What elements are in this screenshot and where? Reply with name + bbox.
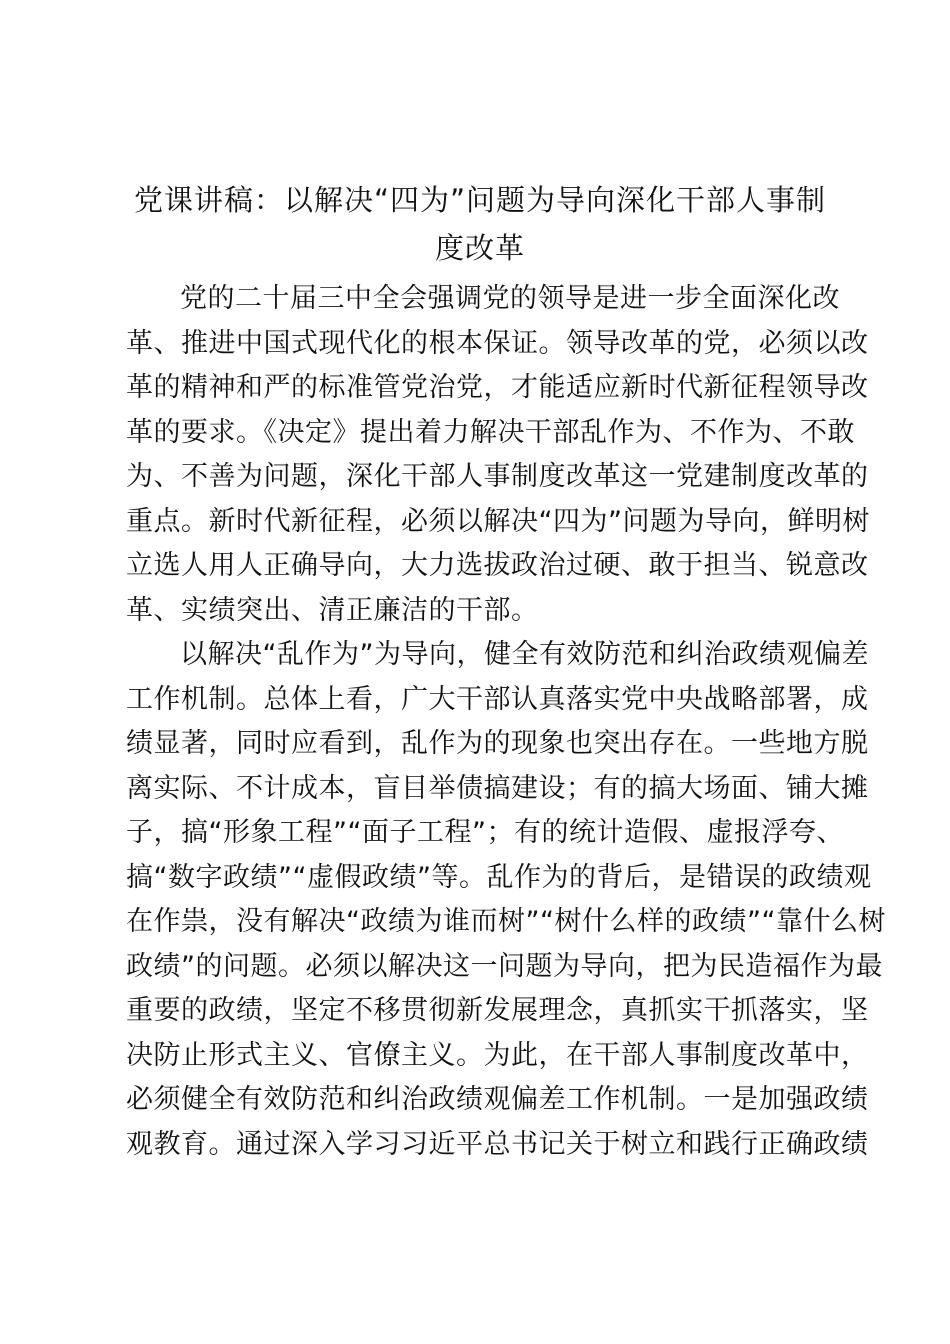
text-line: 革、推进中国式现代化的根本保证。领导改革的党，必须以改 xyxy=(126,327,869,359)
text-line: 革的要求。《决定》提出着力解决干部乱作为、不作为、不敢 xyxy=(126,416,855,448)
text-line: 重点。新时代新征程，必须以解决“四为”问题为导向，鲜明树 xyxy=(126,505,870,537)
paragraph-2 xyxy=(126,633,886,1167)
text-line: 革的精神和严的标准管党治党，才能适应新时代新征程领导改 xyxy=(126,372,869,403)
paragraph-1 xyxy=(126,277,870,633)
text-line: 立选人用人正确导向，大力选拔政治过硬、敢于担当、锐意改 xyxy=(126,550,869,581)
document-title xyxy=(120,176,840,272)
text-line: 离实际、不计成本，盲目举债搞建设；有的搞大场面、铺大摊 xyxy=(126,772,869,804)
text-line: 绩显著，同时应看到，乱作为的现象也突出存在。一些地方脱 xyxy=(126,728,869,759)
text-line: 革、实绩突出、清正廉洁的干部。 xyxy=(126,594,539,626)
text-line: 子，搞“形象工程”“面子工程”；有的统计造假、虚报浮夸、 xyxy=(126,817,844,848)
text-line: 必须健全有效防范和纠治政绩观偏差工作机制。一是加强政绩 xyxy=(126,1084,869,1115)
text-line: 观教育。通过深入学习习近平总书记关于树立和践行正确政绩 xyxy=(126,1128,869,1160)
text-line: 重要的政绩，坚定不移贯彻新发展理念，真抓实干抓落实，坚 xyxy=(126,995,869,1026)
text-line: 政绩”的问题。必须以解决这一问题为导向，把为民造福作为最 xyxy=(126,950,883,982)
text-line: 为、不善为问题，深化干部人事制度改革这一党建制度改革的 xyxy=(126,461,869,492)
title-line: 度改革 xyxy=(434,231,525,265)
text-line: 在作祟，没有解决“政绩为谁而树”“树什么样的政绩”“靠什么树 xyxy=(126,906,886,937)
text-line: 工作机制。总体上看，广大干部认真落实党中央战略部署，成 xyxy=(126,683,869,715)
text-line: 以解决“乱作为”为导向，健全有效防范和纠治政绩观偏差 xyxy=(180,639,869,670)
text-line: 党的二十届三中全会强调党的领导是进一步全面深化改 xyxy=(180,283,840,314)
text-line: 决防止形式主义、官僚主义。为此，在干部人事制度改革中， xyxy=(126,1039,869,1071)
document-body xyxy=(126,277,886,1167)
text-line: 搞“数字政绩”“虚假政绩”等。乱作为的背后，是错误的政绩观 xyxy=(126,861,872,893)
title-line: 党课讲稿：以解决“四为”问题为导向深化干部人事制 xyxy=(133,183,827,217)
